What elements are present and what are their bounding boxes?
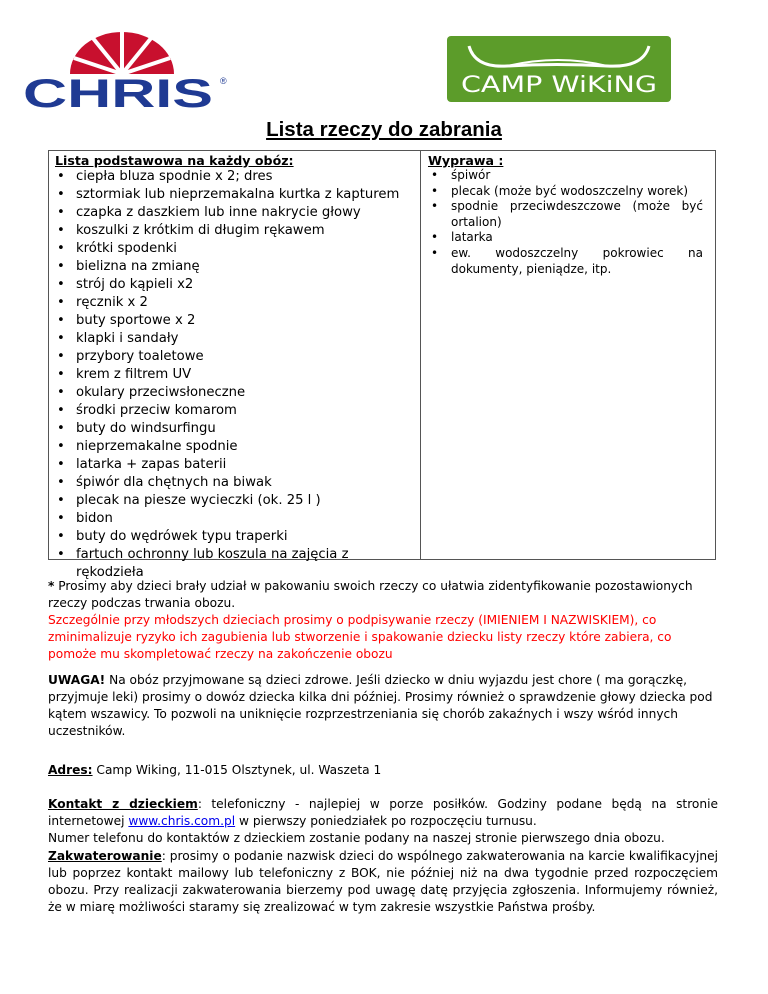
- page-title: Lista rzeczy do zabrania: [266, 118, 502, 141]
- list-item: • śpiwór: [428, 168, 703, 184]
- expedition-list: [428, 168, 703, 277]
- camp-wiking-logo: [447, 36, 671, 102]
- list-item: • fartuch ochronny lub koszula na zajęcia z rękodzieła: [55, 546, 420, 582]
- list-item: • buty sportowe x 2: [55, 312, 420, 330]
- warning-paragraph: [48, 672, 718, 740]
- accommodation-text: : prosimy o podanie nazwisk dzieci do wspólnego zakwaterowania na karcie kwalifikacyjnej lub poprzez kontakt mailowy lub telefoniczny z BOK, nie później niż na dwa tygodnie przed rozpoczęciem obozu. Przy realizacji zakwaterowania bierzemy pod uwagę datę przyjęcia zgłoszenia. Informujemy również, że w miarę możliwości staramy się zrealizować w tym zakresie wszystkie Państwa prośby.: [48, 849, 718, 914]
- warning-label: UWAGA!: [48, 673, 106, 687]
- items-table: [48, 150, 716, 580]
- list-item: • buty do wędrówek typu traperki: [55, 528, 420, 546]
- basic-list: [55, 168, 420, 582]
- list-item: • czapka z daszkiem lub inne nakrycie głowy: [55, 204, 420, 222]
- note-star: *: [48, 579, 55, 593]
- expedition-list-column: [421, 151, 715, 559]
- chris-logo: [18, 28, 228, 112]
- packing-note: [48, 578, 718, 663]
- list-item: • spodnie przeciwdeszczowe (może być ortalion): [428, 199, 703, 230]
- list-item: • latarka: [428, 230, 703, 246]
- list-item: • bielizna na zmianę: [55, 258, 420, 276]
- basic-list-heading: Lista podstawowa na każdy obóz:: [55, 153, 294, 168]
- list-item: • plecak na piesze wycieczki (ok. 25 l ): [55, 492, 420, 510]
- basic-list-column: [49, 151, 421, 580]
- website-link[interactable]: www.chris.com.pl: [128, 814, 236, 828]
- note-text: Prosimy aby dzieci brały udział w pakowaniu swoich rzeczy co ułatwia zidentyfikowanie pozostawionych rzeczy podczas trwania obozu.: [48, 579, 693, 610]
- accommodation-label: Zakwaterowanie: [48, 849, 162, 863]
- list-item: • klapki i sandały: [55, 330, 420, 348]
- registered-mark: ®: [220, 76, 227, 86]
- list-item: • krótki spodenki: [55, 240, 420, 258]
- contact-label: Kontakt z dzieckiem: [48, 797, 198, 811]
- list-item: • ew. wodoszczelny pokrowiec na dokumenty, pieniądze, itp.: [428, 246, 703, 277]
- chris-logo-text: CHRIS: [23, 72, 213, 112]
- address-label: Adres:: [48, 763, 93, 777]
- list-item: • śpiwór dla chętnych na biwak: [55, 474, 420, 492]
- camp-wiking-logo-text: CAMP WiKiNG: [461, 73, 657, 98]
- contact-paragraph: [48, 796, 718, 847]
- list-item: • bidon: [55, 510, 420, 528]
- list-item: • latarka + zapas baterii: [55, 456, 420, 474]
- list-item: • ciepła bluza spodnie x 2; dres: [55, 168, 420, 186]
- address-paragraph: [48, 762, 718, 779]
- list-item: • buty do windsurfingu: [55, 420, 420, 438]
- list-item: • plecak (może być wodoszczelny worek): [428, 184, 703, 200]
- list-item: • sztormiak lub nieprzemakalna kurtka z kapturem: [55, 186, 420, 204]
- list-item: • okulary przeciwsłoneczne: [55, 384, 420, 402]
- list-item: • przybory toaletowe: [55, 348, 420, 366]
- contact-text-2: w pierwszy poniedziałek po rozpoczęciu turnusu.: [235, 814, 537, 828]
- list-item: • koszulki z krótkim di długim rękawem: [55, 222, 420, 240]
- address-text: Camp Wiking, 11-015 Olsztynek, ul. Waszeta 1: [92, 763, 382, 777]
- contact-text: : telefoniczny - najlepiej w porze posiłków. Godziny podane będą na stronie internetowej: [48, 797, 719, 828]
- note-red-text: Szczególnie przy młodszych dzieciach prosimy o podpisywanie rzeczy (IMIENIEM I NAZWISKIEM), co zminimalizuje ryzyko ich zagubienia lub stworzenie i spakowanie dziecku listy rzeczy które zabiera, co pomoże mu skompletować rzeczy na zakończenie obozu: [48, 613, 672, 661]
- warning-text: Na obóz przyjmowane są dzieci zdrowe. Jeśli dziecko w dniu wyjazdu jest chore ( ma gorączkę, przyjmuje leki) prosimy o dowóz dziecka kilka dni później. Prosimy również o sprawdzenie głowy dziecka pod kątem wszawicy. To pozwoli na uniknięcie rozprzestrzeniania się chorób zakaźnych i wszy wśród innych uczestników.: [48, 673, 713, 738]
- list-item: • nieprzemakalne spodnie: [55, 438, 420, 456]
- accommodation-paragraph: [48, 848, 718, 916]
- expedition-list-heading: Wyprawa :: [428, 153, 504, 168]
- list-item: • ręcznik x 2: [55, 294, 420, 312]
- list-item: • krem z filtrem UV: [55, 366, 420, 384]
- list-item: • środki przeciw komarom: [55, 402, 420, 420]
- list-item: • strój do kąpieli x2: [55, 276, 420, 294]
- contact-text-3: Numer telefonu do kontaktów z dzieckiem zostanie podany na naszej stronie pierwszego dnia obozu.: [48, 831, 665, 845]
